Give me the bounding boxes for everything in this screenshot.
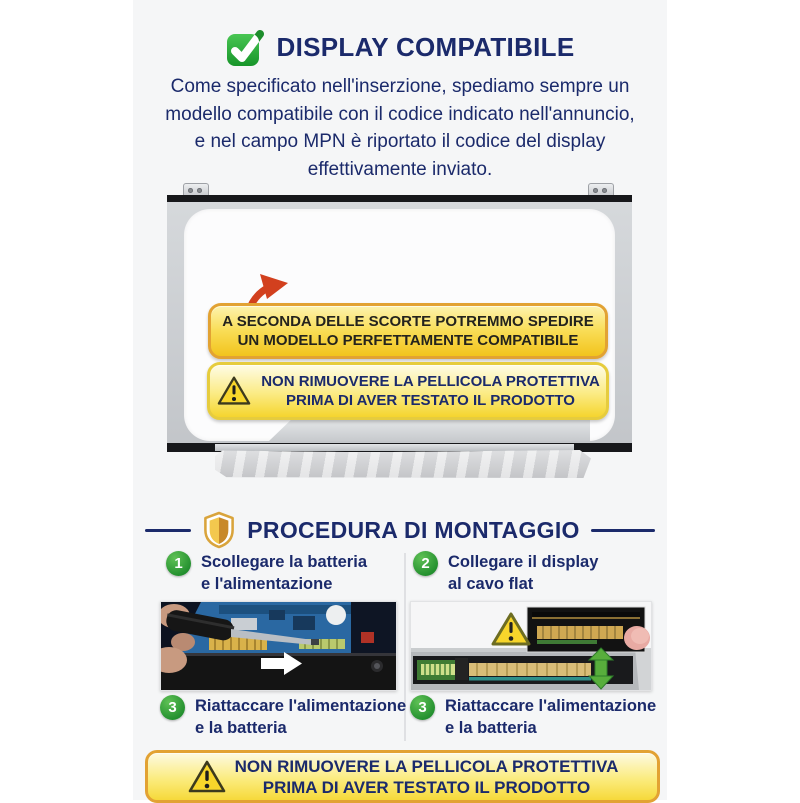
stock-notice-banner [208, 303, 608, 359]
step-2 [413, 551, 598, 595]
stock-notice-line-1: A SECONDA DELLE SCORTE POTREMMO SPEDIRE [222, 312, 594, 330]
step-2-text: Collegare il display al cavo flat [448, 553, 599, 593]
step-3-right [410, 695, 656, 739]
footer-warning-banner [145, 750, 660, 803]
intro-line-1: Come specificato nell'inserzione, spediamo sempre un [170, 76, 630, 97]
step-2-photo [410, 601, 652, 691]
checkmark-icon [226, 27, 264, 67]
step-3-left-text: Riattaccare l'alimentazione e la batteria [195, 697, 407, 737]
header [133, 26, 667, 68]
warning-triangle-icon [216, 375, 252, 407]
foil-strip [215, 450, 591, 478]
assembly-title: PROCEDURA DI MONTAGGIO [247, 516, 580, 543]
warning-triangle-icon [187, 759, 227, 795]
intro-line-4: effettivamente inviato. [307, 158, 493, 180]
step-3-left-badge: 3 [160, 695, 185, 720]
step-3-left [160, 695, 406, 739]
footer-warning-line-2: PRIMA DI AVER TESTATO IL PRODOTTO [262, 777, 591, 797]
step-1-badge: 1 [166, 551, 191, 576]
step-3-right-text: Riattaccare l'alimentazione e la batteria [445, 697, 657, 737]
page-title: DISPLAY COMPATIBILE [276, 31, 575, 62]
step-2-badge: 2 [413, 551, 438, 576]
shield-icon [202, 511, 236, 549]
intro-line-2: modello compatibile con il codice indicato nell'annuncio, [165, 103, 635, 125]
film-warning-banner [207, 362, 609, 420]
step-1-photo [160, 601, 397, 691]
footer-warning-line-1: NON RIMUOVERE LA PELLICOLA PROTETTIVA [234, 756, 619, 776]
intro-line-3: e nel campo MPN è riportato il codice del display [194, 131, 606, 152]
film-warning-line-2: PRIMA DI AVER TESTATO IL PRODOTTO [286, 392, 575, 409]
display-connector-image [411, 602, 651, 690]
panel-rail-metal [215, 444, 574, 451]
step-1 [166, 551, 367, 595]
panel-top-edge [167, 195, 632, 202]
intro-paragraph [133, 73, 667, 183]
film-warning-text [261, 372, 600, 411]
header-line-right [591, 529, 655, 532]
film-warning-line-1: NON RIMUOVERE LA PELLICOLA PROTETTIVA [261, 372, 600, 390]
assembly-section-header [133, 509, 667, 551]
step-1-text: Scollegare la batteria e l'alimentazione [201, 553, 367, 593]
stock-notice-line-2: UN MODELLO PERFETTAMENTE COMPATIBILE [237, 332, 579, 349]
header-line-left [145, 529, 191, 532]
motherboard-battery-image [161, 602, 396, 690]
step-3-right-badge: 3 [410, 695, 435, 720]
footer-warning-text [235, 756, 619, 798]
